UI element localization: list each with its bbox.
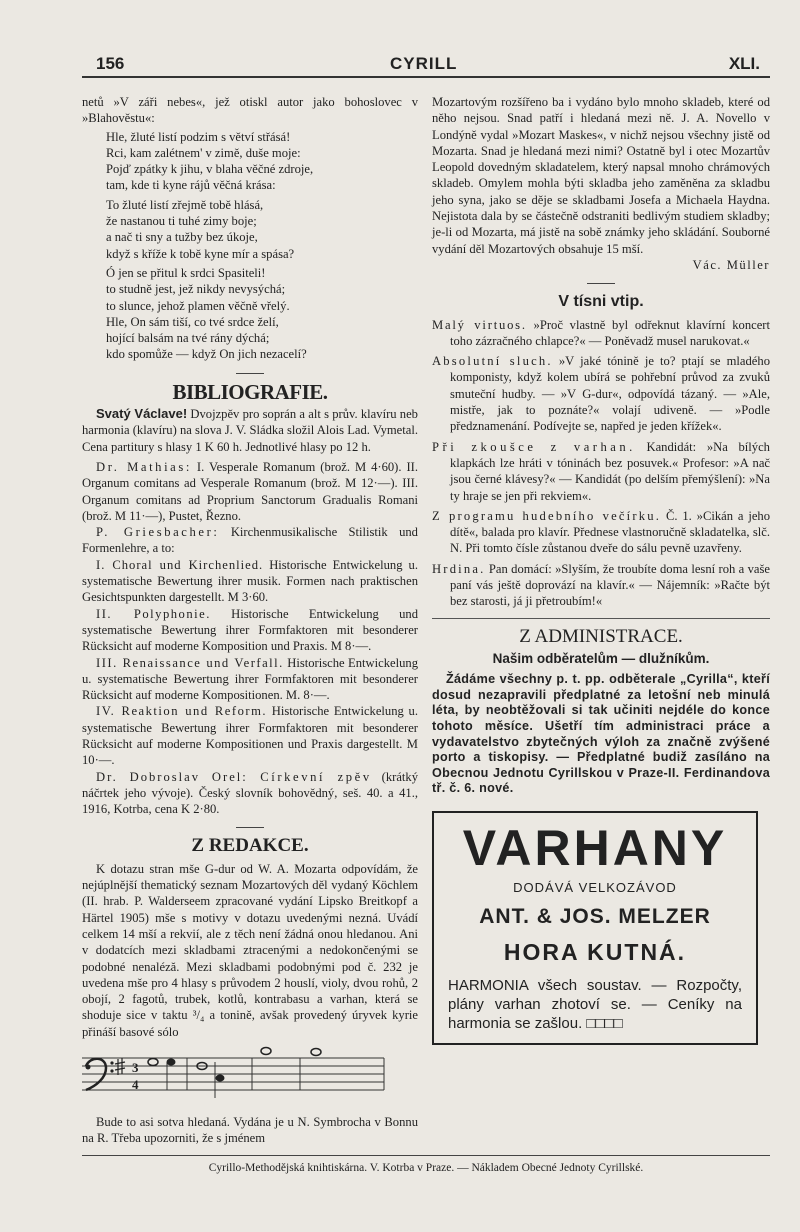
time-signature-top: 3 <box>132 1060 139 1076</box>
poem-intro: netů »V záři nebes«, jež otiskl autor jako bohoslovec v »Blahověstu«: <box>82 95 418 126</box>
paragraph: K dotazu stran mše G-dur od W. A. Mozarta odpovídám, že nejúplnější thematický seznam Mozartových děl vydaný Köchlem (II. hrab. P. Walderseem zpracované vydání Lipsko Breitkopf a Härtel 1905) mše s motivy v dotazu uvedenými nezná. Uvádí celkem 14 mší a rekvií, ale z těch není žádná onou hledanou. Ani v dodatcích mezi skladbami ztracenými a nedokončenými se podobné nenaléză. Mezi skladbami podobnými pod č. 232 je uvedena mše pro 4 hlasy s průvodem 2 houslí, violy, dvou rohů, 2 obojí, 2 fagotů, trubek, kotlů, kontrabasu a varhan, která se shoduje sice v taktu ³/₄ a tonině, avšak provedený úryvek kyrie přináší basové sólo <box>82 861 418 1039</box>
bib-text: (krátký náčrtek jeho vývoje). Český slovník bohovědný, seš. 40. a 41., 1916, Kotrba, cena K 2·80. <box>82 769 419 817</box>
joke-title: Hrdina. <box>432 561 486 576</box>
bib-author: Dr. Dobroslav Orel: <box>96 769 248 784</box>
bib-text: Historische Entwickelung u. systematische Bewertung ihrer Formfaktoren mit besonderer Rücksicht auf moderne Kompositionen. M. 8·—. <box>82 655 418 703</box>
joke-text: Pan domácí: »Slyším, že troubíte doma lesní roh a vaše paní vás ještě doprovází na klavír.« — Nájemník: »Račte být bez starosti, já ji přetroubím!« <box>450 561 770 609</box>
page-body <box>82 94 770 1196</box>
divider <box>587 283 615 284</box>
subheading: Našim odběratelům — dlužníkům. <box>492 650 710 666</box>
paragraph: Bude to asi sotva hledaná. Vydána je u N. Symbrocha v Bonnu na R. Třeba upozorniti, že s jménem <box>82 1115 418 1146</box>
joke-text: Č. 1. »Cikán a jeho dítě«, balada pro klavír. Přednese vlastnoručně skladatelka, slč. N. Při tomto čísle zůstanou dveře do sálu pevně uzavřeny. <box>450 508 770 556</box>
poem-line: že nastanou ti tuhé zimy boje; <box>106 214 257 229</box>
divider <box>236 373 264 374</box>
poem-line: Pojď zpátky k jihu, v blaha věčné zdroje, <box>106 162 314 177</box>
joke <box>432 353 770 434</box>
bib-entry <box>82 406 418 455</box>
bib-text: Historische Entwickelung u. systematische Bewertung ihrer musik. Formen nach praktischen Gesichtspunkten dargestellt. M 3·60. <box>82 557 418 605</box>
ad-company: ANT. & JOS. MELZER <box>479 904 711 928</box>
ad-text: HARMONIA všech soustav. — Rozpočty, plány varhan zhotoví se. — Ceníky na harmonia se zašlou. □□□□ <box>448 976 742 1032</box>
poem-line: Hle, On sám tiší, co tvé srdce želí, <box>106 314 279 329</box>
poem-line: když s kříže k tobě kyne mír a spása? <box>106 246 295 261</box>
joke <box>432 317 770 350</box>
joke-text: Kandidát: »Na bílých klapkách lze hráti v tóninách bez posuvek.« Profesor: »A nač jsou černé klávesy?« — Kandidát (po delším přemýšlení): »Na ty hraje se jen při rekviem«. <box>450 439 770 503</box>
joke <box>432 439 770 504</box>
divider <box>236 827 264 828</box>
advertisement-varhany <box>432 811 758 1045</box>
bib-entry <box>82 459 418 524</box>
columns <box>82 94 770 1147</box>
bib-text: Dvojzpěv pro soprán a alt s prův. klavíru neb harmonia (klavíru) na slova J. V. Sládka složil Alois Lad. Vymetal. Cena partitury s hlasy 1 K 60 h. Jednotlivé hlasy po 12 h. <box>82 407 418 454</box>
music-notation <box>82 1046 418 1104</box>
section-heading-bibliografie: BIBLIOGRAFIE. <box>172 379 328 404</box>
volume-number: XLI. <box>728 54 760 73</box>
joke-text: »Proč vlastně byl odřeknut klavírní koncert toho zázračného chlapce?« — Poněvadž musel narukovat.« <box>450 317 770 348</box>
bib-author: Dr. Mathias: <box>96 459 192 474</box>
left-column <box>82 94 418 1147</box>
bib-title: IV. Reaktion und Reform. <box>96 704 268 719</box>
bib-entry <box>82 524 418 557</box>
joke-text: »V jaké tónině je to? ptají se mladého komponisty, když kolem ubírá se pohřební průvod za zvuků smuteční hudby. — »V G-dur«, odpovídá tázaný. — »Ale, mistře, jak to poznáte?« volají udiveně. — »Podle předznamenání. Podívejte se, napřed je jeden křížek«. <box>450 354 770 434</box>
journal-title: CYRILL <box>390 54 458 73</box>
bib-text: Kirchenmusikalische Stilistik und Formenlehre, a to: <box>82 525 418 556</box>
poem-line: Hle, žluté listí podzim s větví střásá! <box>106 129 291 144</box>
section-heading-z-redakce: Z REDAKCE. <box>191 835 309 857</box>
bib-title: I. Choral und Kirchenlied. <box>96 557 264 572</box>
bib-entry <box>82 655 418 704</box>
joke-title: Při zkoušce z varhan. <box>432 439 636 454</box>
bib-entry <box>82 769 418 818</box>
bib-title: Církevní zpěv <box>247 769 372 784</box>
poem-line: kdo spomůže — když On jich nezacelí? <box>106 347 307 362</box>
bib-text: I. Vesperale Romanum (brož. M 4·60). II. Organum comitans ad Vesperale Romanum (brož. M 12·—). III. Organum comitans ad Proprium Sanctorum Gradualis Romani (brož. M 11·—), Pustet, Řezno. <box>82 459 418 523</box>
joke <box>432 508 770 557</box>
bib-title: II. Polyphonie. <box>96 606 211 621</box>
bib-entry <box>82 557 418 606</box>
ad-line: DODÁVÁ VELKOZÁVOD <box>513 879 677 895</box>
poem-line: to studně jest, jež nikdy nevysýchá; <box>106 282 286 297</box>
bib-text: Historische Entwickelung und systematische Bewertung ihrer Formfaktoren mit besonderer Rücksicht auf moderne Komposition und Praxis. M 8·—. <box>82 606 418 654</box>
poem-line: to slunce, jehož plamen věčně vřelý. <box>106 298 290 313</box>
poem-line: hojící balsám na tvé rány dýchá; <box>106 331 270 346</box>
bib-entry <box>82 606 418 655</box>
poem <box>106 129 418 363</box>
poem-line: a nač ti sny a tužby bez úkoje, <box>106 230 258 245</box>
right-column <box>432 94 770 1045</box>
ad-location: HORA KUTNÁ. <box>503 938 687 965</box>
poem-line: To žluté listí zřejmě tobě hlásá, <box>106 197 264 212</box>
author-signature: Vác. Müller <box>692 257 770 272</box>
joke-title: Z programu hudebního večírku. <box>432 508 662 523</box>
ad-title: VARHANY <box>462 819 728 876</box>
paragraph: Mozartovým rozšířeno ba i vydáno bylo mnoho skladeb, které od něho nejsou. Snad patří i hledaná mezi ně. J. A. Novello v Londýně vydal »Mozart Maskes«, v nichž nejsou všechny jistě od Mozarta. Snad je hledaná mezi nimi? Ostatně byl i otec Mozartův Leopold dovedným skladatelem, který napsal mnoho chrámových skladeb. Omylem mohla býti skladba jeho zaměněna za skladbu jeho syna, jako se děje se skladbami Josefa a Michaela Haydna. Nejistota dala by se částečně odstraniti bedlivým studiem skladby; je-li od Mozarta, má jistě na sobě známky jeho skládání. Souborné vydání děl Mozartových obsahuje 15 mší. <box>432 95 770 256</box>
page-number: 156 <box>96 54 125 73</box>
music-staff-icon <box>82 1046 392 1104</box>
poem-line: tam, kde ti kyne rájů věčná krása: <box>106 178 276 193</box>
divider <box>432 618 770 619</box>
section-heading-v-tisni-vtip: V tísni vtip. <box>558 293 644 311</box>
joke-title: Absolutní sluch. <box>432 354 553 369</box>
bib-title: Svatý Václave! <box>96 406 188 422</box>
footer-imprint: Cyrillo-Methodějská knihtiskárna. V. Kotrba v Praze. — Nákladem Obecné Jednoty Cyrillské. <box>82 1155 770 1176</box>
bib-text: Historische Entwickelung u. systematische Bewertung ihrer Formfaktoren mit besonderer Rücksicht auf moderne Kompositionen und Praxis dargestellt. M 10·—. <box>82 704 418 768</box>
poem-line: Rci, kam zalétnem' v zimě, duše moje: <box>106 145 301 160</box>
poem-line: Ó jen se přitul k srdci Spasiteli! <box>106 265 266 280</box>
bib-entry <box>82 703 418 768</box>
joke-title: Malý virtuos. <box>432 317 527 332</box>
bib-author: P. Griesbacher: <box>96 525 220 540</box>
paragraph: Žádáme všechny p. t. pp. odběterale „Cyrilla“, kteří dosud nezapravili předplatné za letošní neb minulá léta, by neobtěžovali si tak učiniti nejdéle do konce tohoto měsíce. Ušetří tím administraci práce a vydavatelstvo zbytečných výloh za značně zvýšené porto a tiskopisy. — Předplatné budiž zasíláno na Obecnou Jednotu Cyrillskou v Praze-II. Ferdinandova tř. č. 6. nové. <box>432 672 770 796</box>
section-heading-z-administrace: Z ADMINISTRACE. <box>519 625 683 647</box>
joke <box>432 561 770 610</box>
time-signature-bottom: 4 <box>132 1077 139 1093</box>
bib-title: III. Renaissance und Verfall. <box>96 655 284 670</box>
running-header <box>82 52 770 78</box>
